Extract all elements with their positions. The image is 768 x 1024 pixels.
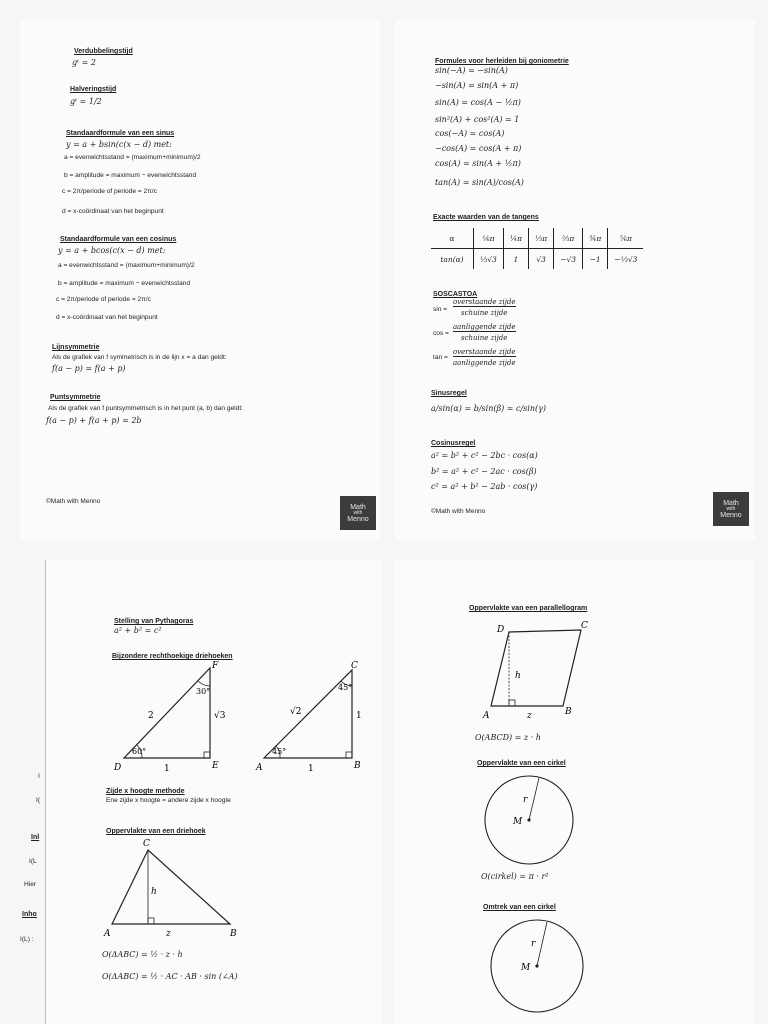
edge-fragment: I( xyxy=(36,797,41,804)
edge-fragment: I xyxy=(38,773,40,780)
bijzondere-title: Bijzondere rechthoekige driehoeken xyxy=(112,653,233,660)
base-label: 1 xyxy=(308,764,314,774)
vertex-A: A xyxy=(104,929,111,939)
sinusregel-formula: a/sin(α) = b/sin(β) = c/sin(γ) xyxy=(431,404,547,413)
tangens-cell: −√3 xyxy=(554,249,583,270)
cirkel-opp-title: Oppervlakte van een cirkel xyxy=(477,760,566,767)
radius-label: r xyxy=(523,795,528,805)
cosinus-c: c = 2π/periode of periode = 2π/c xyxy=(56,296,151,303)
hypotenuse-label: √2 xyxy=(290,707,302,717)
verdubbelingstijd-formula: gᵗ = 2 xyxy=(72,58,96,67)
edge-fragment: I(L) : xyxy=(20,936,34,943)
parallelogram-figure xyxy=(475,618,695,728)
page-top-left xyxy=(20,20,380,540)
goniometrie-line-5: −cos(A) = cos(A + π) xyxy=(435,144,522,153)
page-top-right xyxy=(395,20,755,540)
right-angle-marker xyxy=(509,700,515,706)
circle-area-figure xyxy=(481,772,581,872)
vertex-F: F xyxy=(212,661,219,671)
goniometrie-line-6: cos(A) = sin(A + ½π) xyxy=(435,159,521,168)
right-angle-marker xyxy=(204,752,210,758)
logo-line2: with xyxy=(726,505,736,512)
tangens-cell: ⅔π xyxy=(554,228,583,249)
triangle-abc xyxy=(112,850,230,924)
triangle-30-60-90 xyxy=(124,668,210,758)
tangens-header-row xyxy=(431,228,643,249)
logo-line1: Math xyxy=(723,499,739,507)
tangens-cell: tan(α) xyxy=(440,254,464,264)
logo-line1: Math xyxy=(350,503,366,511)
vertex-D: D xyxy=(497,625,505,635)
parallellogram-title: Oppervlakte van een parallellogram xyxy=(469,605,588,612)
goniometrie-line-0: sin(−A) = −sin(A) xyxy=(435,66,508,75)
copyright-right: ©Math with Menno xyxy=(431,508,486,515)
vertex-A: A xyxy=(256,763,263,773)
parallelogram-abcd xyxy=(491,630,581,706)
tan-denominator: aanliggende zijde xyxy=(453,359,516,367)
driehoek-formula-2: O(ΔABC) = ½ · AC · AB · sin (∠A) xyxy=(102,972,238,981)
right-angle-marker xyxy=(148,918,154,924)
tangens-cell: ¼π xyxy=(503,228,528,249)
angle-label: 30° xyxy=(196,687,211,696)
center-label: M xyxy=(521,963,531,973)
soscastoa-title: SOSCASTOA xyxy=(433,291,478,298)
logo-line3: Menno xyxy=(720,511,742,519)
logo-badge-right xyxy=(713,492,749,526)
vertex-B: B xyxy=(565,707,572,717)
zijde-text: Ene zijde x hoogte = andere zijde x hoogte xyxy=(106,797,231,804)
base-label: 1 xyxy=(164,764,170,774)
pythagoras-title: Stelling van Pythagoras xyxy=(114,618,194,625)
tangens-cell: ⅓π xyxy=(529,228,554,249)
height-label: h xyxy=(151,887,157,897)
cirkel-omtrek-title: Omtrek van een cirkel xyxy=(483,904,556,911)
logo-line2: with xyxy=(353,509,363,516)
tangens-cell: √3 xyxy=(529,249,554,270)
tangens-cell: ⅙π xyxy=(474,228,504,249)
zijde-title: Zijde x hoogte methode xyxy=(106,788,185,795)
angle-arc xyxy=(198,681,210,686)
cosinus-d: d = x-coördinaat van het beginpunt xyxy=(56,314,158,321)
tangens-cell: 1 xyxy=(503,249,528,270)
tan-label: tan = xyxy=(433,354,448,361)
vertex-C: C xyxy=(143,839,150,849)
tangens-cell: ⅚π xyxy=(608,228,644,249)
vertex-C: C xyxy=(351,661,358,671)
goniometrie-line-3: sin²(A) + cos²(A) = 1 xyxy=(435,115,520,124)
cos-label: cos = xyxy=(433,330,449,337)
circle-circumference-figure xyxy=(487,916,587,1016)
tangens-cell: ¾π xyxy=(583,228,608,249)
tangens-cell: ⅓√3 xyxy=(474,249,504,270)
sinus-formula: y = a + bsin(c(x − d) met: xyxy=(66,140,172,149)
sinus-title: Standaardformule van een sinus xyxy=(66,130,175,137)
radius-label: r xyxy=(531,939,536,949)
goniometrie-line-1: −sin(A) = sin(A + π) xyxy=(435,81,519,90)
parallellogram-formula: O(ABCD) = z · h xyxy=(475,733,541,742)
vertex-C: C xyxy=(581,621,588,631)
logo-line3: Menno xyxy=(347,515,369,523)
goniometrie-title: Formules voor herleiden bij goniometrie xyxy=(435,58,569,65)
page-bottom-right xyxy=(395,560,755,1024)
side-label: 1 xyxy=(356,711,362,721)
height-label: h xyxy=(515,671,521,681)
sinus-d: d = x-coördinaat van het beginpunt xyxy=(62,208,164,215)
cosinusregel-line-2: c² = a² + b² − 2ab · cos(γ) xyxy=(431,482,538,491)
cos-numerator: aanliggende zijde xyxy=(453,323,516,331)
base-label: z xyxy=(527,711,532,721)
copyright-left: ©Math with Menno xyxy=(46,498,101,505)
page-bottom-left xyxy=(45,560,381,1024)
angle-label: 60° xyxy=(132,747,147,756)
center-point xyxy=(535,964,538,967)
sinusregel-title: Sinusregel xyxy=(431,390,467,397)
halveringstijd-title: Halveringstijd xyxy=(70,86,117,93)
radius-line xyxy=(537,922,547,966)
vertex-B: B xyxy=(354,761,361,771)
driehoek-title: Oppervlakte van een driehoek xyxy=(106,828,206,835)
edge-fragment: Inho xyxy=(22,911,37,918)
special-triangles-figure xyxy=(46,656,381,776)
tangens-cell: −1 xyxy=(583,249,608,270)
cosinusregel-title: Cosinusregel xyxy=(431,440,476,447)
vertex-B: B xyxy=(230,929,237,939)
sin-label: sin = xyxy=(433,306,448,313)
edge-fragment: Inl xyxy=(31,834,40,841)
sin-denominator: schuine zijde xyxy=(461,309,508,317)
side-label: √3 xyxy=(214,711,226,721)
cosinusregel-line-1: b² = a² + c² − 2ac · cos(β) xyxy=(431,467,537,476)
puntsymmetrie-formula: f(a − p) + f(a + p) = 2b xyxy=(46,416,142,425)
edge-fragment: Hier xyxy=(24,881,37,888)
sinus-c: c = 2π/periode of periode = 2π/c xyxy=(62,188,157,195)
vertex-E: E xyxy=(212,761,219,771)
tan-numerator: overstaande zijde xyxy=(453,348,516,356)
angle-label: 45° xyxy=(338,683,353,692)
right-angle-marker xyxy=(346,752,352,758)
area-triangle-figure xyxy=(46,836,266,946)
pythagoras-formula: a² + b² = c² xyxy=(114,626,162,635)
tangens-table xyxy=(431,228,643,269)
cosinusregel-line-0: a² = b² + c² − 2bc · cos(α) xyxy=(431,451,538,460)
tangens-value-row xyxy=(431,249,643,270)
lijnsymmetrie-formula: f(a − p) = f(a + p) xyxy=(52,364,126,373)
sinus-a: a = evenwichtsstand = (maximum+minimum)/2 xyxy=(64,154,201,161)
radius-line xyxy=(529,778,539,820)
vertex-A: A xyxy=(483,711,490,721)
base-label: z xyxy=(166,929,171,939)
tangens-cell: α xyxy=(431,228,474,249)
puntsymmetrie-title: Puntsymmetrie xyxy=(50,394,101,401)
cos-denominator: schuine zijde xyxy=(461,334,508,342)
sin-numerator: overstaande zijde xyxy=(453,298,516,306)
lijnsymmetrie-title: Lijnsymmetrie xyxy=(52,344,100,351)
hypotenuse-label: 2 xyxy=(148,711,154,721)
tangens-cell: −⅓√3 xyxy=(608,249,644,270)
puntsymmetrie-text: Als de grafiek van f puntsymmetrisch is in het punt (a, b) dan geldt: xyxy=(48,405,243,412)
goniometrie-line-7: tan(A) = sin(A)/cos(A) xyxy=(435,178,524,187)
center-label: M xyxy=(513,817,523,827)
cosinus-formula: y = a + bcos(c(x − d) met: xyxy=(58,246,166,255)
edge-fragment: I(L xyxy=(29,858,37,865)
lijnsymmetrie-text: Als de grafiek van f symmetrisch is in de lijn x = a dan geldt: xyxy=(52,354,227,361)
tangens-title: Exacte waarden van de tangens xyxy=(433,214,539,221)
sinus-b: b = amplitude = maximum − evenwichtsstand xyxy=(64,172,197,179)
vertex-D: D xyxy=(114,763,122,773)
goniometrie-line-2: sin(A) = cos(A − ½π) xyxy=(435,98,521,107)
logo-badge-left xyxy=(340,496,376,530)
halveringstijd-formula: gᵗ = 1/2 xyxy=(70,97,102,106)
cosinus-title: Standaardformule van een cosinus xyxy=(60,236,177,243)
angle-label: 45° xyxy=(272,747,287,756)
cirkel-opp-formula: O(cirkel) = π · r² xyxy=(481,872,549,881)
center-point xyxy=(527,818,530,821)
cosinus-b: b = amplitude = maximum − evenwichtsstand xyxy=(58,280,191,287)
driehoek-formula-1: O(ΔABC) = ½ · z · h xyxy=(102,950,183,959)
cosinus-a: a = evenwichtsstand = (maximum+minimum)/2 xyxy=(58,262,195,269)
goniometrie-line-4: cos(−A) = cos(A) xyxy=(435,129,505,138)
verdubbelingstijd-title: Verdubbelingstijd xyxy=(74,48,133,55)
